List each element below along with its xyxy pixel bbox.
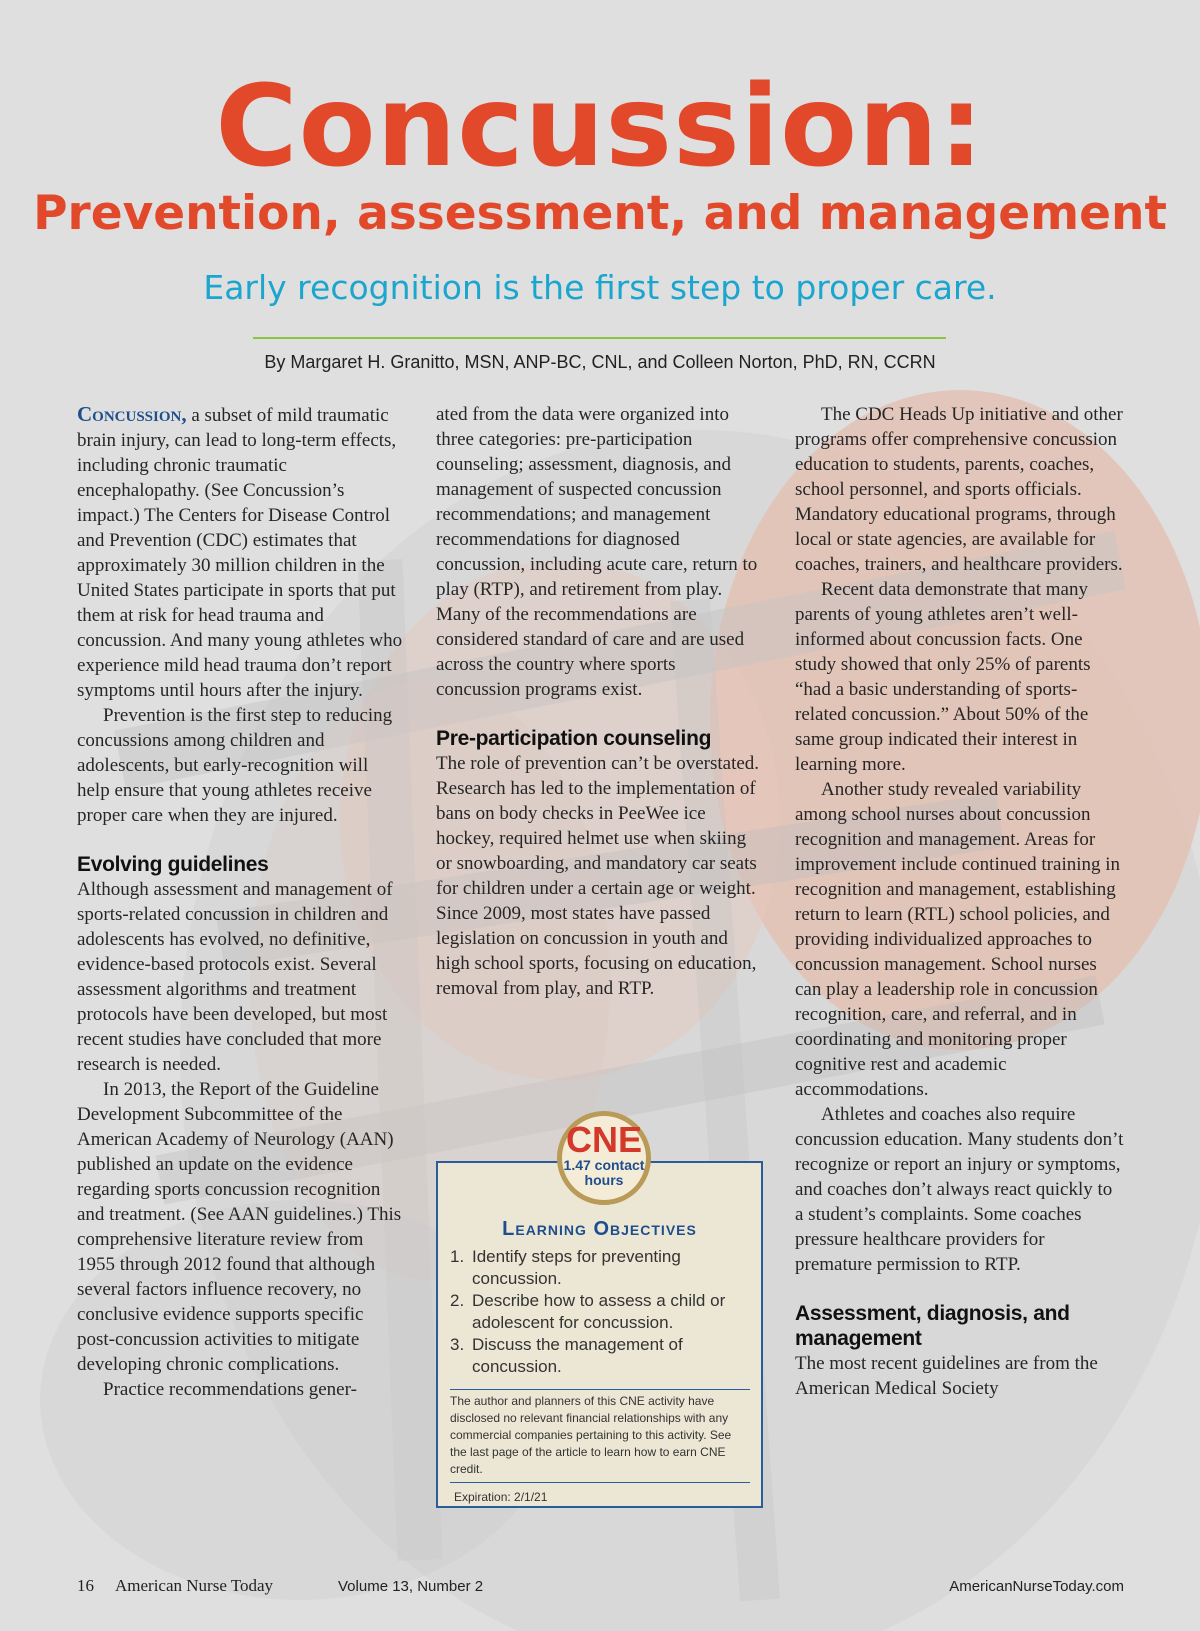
paragraph: The most recent guidelines are from the American Medical Society [795, 1353, 1098, 1399]
paragraph: Recent data demonstrate that many parents of young athletes aren’t well-informed about concussion facts. One study showed that only 25% of parents “had a basic understanding of sports-related concussion.” About 50% of the same group indicated their interest in learning more. [795, 579, 1091, 775]
page-number: 16 [77, 1576, 94, 1595]
paragraph: Another study revealed variability among school nurses about concussion recognition and management. Areas for improvement include continued training in recognition and management, establishing return to learn (RTL) school policies, and providing individualized approaches to concussion management. School nurses can play a leadership role in concussion recognition, care, and referral, and in coordinating and monitoring proper cognitive rest and academic accommodations. [795, 779, 1121, 1100]
expiration-divider [450, 1482, 750, 1483]
objective-number: 3. [450, 1335, 465, 1354]
volume-info: Volume 13, Number 2 [338, 1578, 484, 1595]
paragraph: Athletes and coaches also require concussion education. Many students don’t recognize or report an injury or symptoms, and coaches don’t always react quickly to a student’s complaints. Some coaches pressure healthcare providers for premature permission to RTP. [795, 1104, 1124, 1275]
lead-word: Concussion, [77, 402, 187, 426]
learning-objectives-title: Learning Objectives [502, 1218, 697, 1240]
objective-text: Identify steps for preventing concussion. [472, 1247, 681, 1288]
objective-text: Discuss the management of concussion. [472, 1335, 683, 1376]
cne-contact-hours: 1.47 contact [563, 1157, 645, 1173]
article-tagline: Early recognition is the first step to proper care. [203, 268, 997, 307]
column-3 [795, 402, 1125, 1401]
paragraph-text: a subset of mild traumatic brain injury, can lead to long-term effects, including chronic traumatic encephalopathy. (See Concussion’s impact.) The Centers for Disease Control and Prevention (CDC) estimates that approximately 30 million children in the United States participate in sports that put them at risk for head trauma and concussion. And many young athletes who experience mild head trauma don’t report symptoms until hours after the injury. [77, 405, 403, 701]
paragraph: The role of prevention can’t be overstated. Research has led to the implementation of bans on body checks in PeeWee ice hockey, required helmet use when skiing or snowboarding, and mandatory car seats for children under a certain age or weight. Since 2009, most states have passed legislation on concussion in youth and high school sports, focusing on education, removal from play, and RTP. [436, 753, 760, 999]
website-url: AmericanNurseToday.com [949, 1578, 1124, 1595]
column-1 [77, 402, 403, 1402]
cne-badge [557, 1111, 651, 1205]
article-title: Concussion: [215, 62, 985, 192]
magazine-name: American Nurse Today [115, 1576, 274, 1595]
column-2 [436, 402, 762, 1001]
section-heading: Pre-participation counseling [436, 727, 712, 750]
paragraph: Although assessment and management of sports-related concussion in children and adolescents has evolved, no definitive, evidence-based protocols exist. Several assessment algorithms and treatment protocols have been developed, but most recent studies have concluded that more research is needed. [77, 879, 393, 1075]
objective-number: 2. [450, 1291, 465, 1310]
disclosure-divider [450, 1389, 750, 1390]
expiration-date: Expiration: 2/1/21 [454, 1490, 548, 1504]
article-subtitle: Prevention, assessment, and management [33, 186, 1167, 241]
byline: By Margaret H. Granitto, MSN, ANP-BC, CNL, and Colleen Norton, PhD, RN, CCRN [264, 352, 936, 372]
objective-item [450, 1290, 750, 1334]
objective-number: 1. [450, 1247, 465, 1266]
paragraph: In 2013, the Report of the Guideline Development Subcommittee of the American Academy of Neurology (AAN) published an update on the evidence regarding sports concussion recognition and treatment. (See AAN guidelines.) This comprehensive literature review from 1955 through 2012 found that although several factors influence recovery, no conclusive evidence supports specific post-concussion activities to mitigate developing chronic complications. [77, 1079, 402, 1375]
objective-item [450, 1246, 750, 1290]
title-divider [253, 337, 946, 339]
paragraph: The CDC Heads Up initiative and other programs offer comprehensive concussion education to students, parents, coaches, school personnel, and sports officials. Mandatory educational programs, through local or state agencies, are available for coaches, trainers, and healthcare providers. [795, 404, 1123, 575]
objective-text: Describe how to assess a child or adolescent for concussion. [472, 1291, 726, 1332]
paragraph [77, 402, 403, 703]
paragraph: ated from the data were organized into three categories: pre-participation counseling; assessment, diagnosis, and management of suspected concussion recommendations; and management recommendations for diagnosed concussion, including acute care, return to play (RTP), and retirement from play. Many of the recommendations are considered standard of care and are used across the country where sports concussion programs exist. [436, 404, 758, 700]
paragraph: Prevention is the first step to reducing concussions among children and adolescents, but early-recognition will help ensure that young athletes receive proper care when they are injured. [77, 705, 393, 826]
section-heading: Evolving guidelines [77, 853, 269, 876]
objective-item [450, 1334, 750, 1378]
cne-hours-label: hours [584, 1172, 624, 1188]
learning-objectives-list [450, 1246, 750, 1378]
paragraph: Practice recommendations gener- [103, 1379, 357, 1400]
disclosure-text: The author and planners of this CNE activity have disclosed no relevant financial relationships with any commercial companies pertaining to this activity. See the last page of the article to learn how to earn CNE credit. [450, 1394, 732, 1476]
cne-badge-label: CNE [565, 1119, 642, 1160]
section-heading: Assessment, diagnosis, and management [795, 1302, 1070, 1350]
